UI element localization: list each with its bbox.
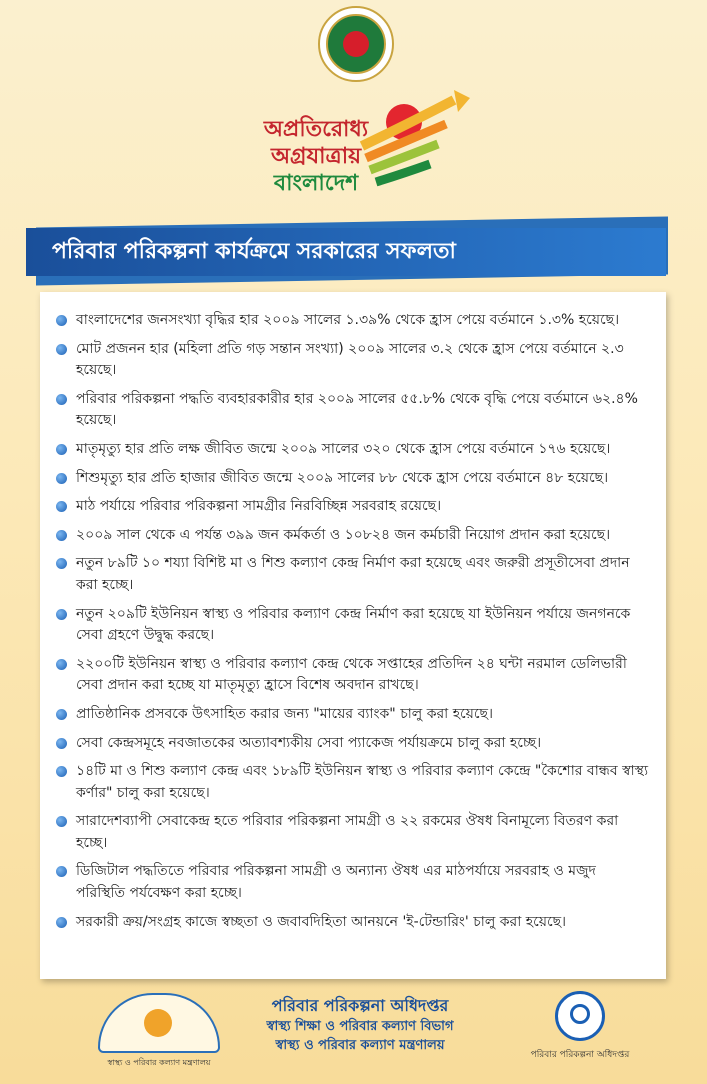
list-item: পরিবার পরিকল্পনা পদ্ধতি ব্যবহারকারীর হার ২০০৯ সালের ৫৫.৮% থেকে বৃদ্ধি পেয়ে বর্তমানে ৬২.৪% হয়েছে। <box>56 389 648 432</box>
bullet-icon <box>56 659 67 670</box>
list-item: মাতৃমৃত্যু হার প্রতি লক্ষ জীবিত জন্মে ২০০৯ সালের ৩২০ থেকে হ্রাস পেয়ে বর্তমানে ১৭৬ হয়েছে। <box>56 439 648 461</box>
achievements-card <box>40 292 666 979</box>
bullet-icon <box>56 501 67 512</box>
bullet-icon <box>56 315 67 326</box>
title-banner <box>26 228 666 276</box>
bullet-icon <box>56 816 67 827</box>
slogan-line-1: অপ্রতিরোধ্য <box>263 117 369 142</box>
list-item: বাংলাদেশের জনসংখ্যা বৃদ্ধির হার ২০০৯ সালের ১.৩৯% থেকে হ্রাস পেয়ে বর্তমানে ১.৩% হয়েছে। <box>56 310 648 332</box>
list-item: ২২০০টি ইউনিয়ন স্বাস্থ্য ও পরিবার কল্যাণ কেন্দ্র থেকে সপ্তাহের প্রতিদিন ২৪ ঘন্টা নরমাল ডেলিভারী সেবা প্রদান করা হচ্ছে যা মাতৃমৃত্যু হ্রাসে বিশেষ অবদান রাখছে। <box>56 654 648 697</box>
bullet-icon <box>56 766 67 777</box>
bullet-icon <box>56 738 67 749</box>
bullet-icon <box>56 344 67 355</box>
slogan-line-2: অগ্রযাত্রায় <box>270 144 362 169</box>
family-planning-directorate-icon <box>555 991 605 1041</box>
left-logo <box>84 993 234 1073</box>
list-item: সারাদেশব্যাপী সেবাকেন্দ্র হতে পরিবার পরিকল্পনা সামগ্রী ও ২২ রকমের ঔষধ বিনামূল্যে বিতরণ করা হচ্ছে। <box>56 811 648 854</box>
bullet-icon <box>56 917 67 928</box>
list-item: নতুন ২০৯টি ইউনিয়ন স্বাস্থ্য ও পরিবার কল্যাণ কেন্দ্র নির্মাণ করা হয়েছে যা ইউনিয়ন পর্যায়ে জনগনকে সেবা গ্রহণে উদ্বুদ্ধ করছে। <box>56 604 648 647</box>
banner-title: পরিবার পরিকল্পনা কার্যক্রমে সরকারের সফলতা <box>52 238 456 264</box>
list-item: নতুন ৮৯টি ১০ শয্যা বিশিষ্ট মা ও শিশু কল্যাণ কেন্দ্র নির্মাণ করা হয়েছে এবং জরুরী প্রসূতীসেবা প্রদান করা হচ্ছে। <box>56 553 648 596</box>
achievements-list <box>56 310 648 933</box>
list-item: মোট প্রজনন হার (মহিলা প্রতি গড় সন্তান সংখ্যা) ২০০৯ সালের ৩.২ থেকে হ্রাস পেয়ে বর্তমানে ২.৩ হয়েছে। <box>56 339 648 382</box>
list-item: সেবা কেন্দ্রসমূহে নবজাতকের অত্যাবশ্যকীয় সেবা প্যাকেজ পর্যায়ক্রমে চালু করা হচ্ছে। <box>56 733 648 755</box>
bullet-icon <box>56 394 67 405</box>
list-item: ১৪টি মা ও শিশু কল্যাণ কেন্দ্র এবং ১৮৯টি ইউনিয়ন স্বাস্থ্য ও পরিবার কল্যাণ কেন্দ্রে "কৈশোর বান্ধব স্বাস্থ্য কর্ণার" চালু করা হয়েছে। <box>56 761 648 804</box>
footer <box>0 985 707 1084</box>
bullet-icon <box>56 530 67 541</box>
rising-arrow-logo-icon <box>354 86 474 196</box>
bullet-icon <box>56 473 67 484</box>
bullet-icon <box>56 709 67 720</box>
issuer-line-1: পরিবার পরিকল্পনা অধিদপ্তর <box>271 996 449 1015</box>
list-item: প্রাতিষ্ঠানিক প্রসবকে উৎসাহিত করার জন্য "মায়ের ব্যাংক" চালু করা হয়েছে। <box>56 704 648 726</box>
slogan-line-3: বাংলাদেশ <box>273 171 359 196</box>
bullet-icon <box>56 609 67 620</box>
list-item: শিশুমৃত্যু হার প্রতি হাজার জীবিত জন্মে ২০০৯ সালের ৮৮ থেকে হ্রাস পেয়ে বর্তমানে ৪৮ হয়েছে। <box>56 468 648 490</box>
list-item: ২০০৯ সাল থেকে এ পর্যন্ত ৩৯৯ জন কর্মকর্তা ও ১০৮২৪ জন কর্মচারী নিয়োগ প্রদান করা হয়েছে। <box>56 525 648 547</box>
right-logo <box>520 991 640 1062</box>
family-planning-logo-icon <box>98 993 220 1053</box>
list-item: মাঠ পর্যায়ে পরিবার পরিকল্পনা সামগ্রীর নিরবিচ্ছিন্ন সরবরাহ রয়েছে। <box>56 496 648 518</box>
government-seal-icon <box>318 6 394 82</box>
right-logo-caption: পরিবার পরিকল্পনা অধিদপ্তর <box>530 1050 630 1060</box>
bullet-icon <box>56 444 67 455</box>
list-item: ডিজিটাল পদ্ধতিতে পরিবার পরিকল্পনা সামগ্রী ও অন্যান্য ঔষধ এর মাঠপর্যায়ে সরবরাহ ও মজুদ পরিস্থিতি পর্যবেক্ষণ করা হচ্ছে। <box>56 861 648 904</box>
issuer-line-3: স্বাস্থ্য ও পরিবার কল্যাণ মন্ত্রণালয় <box>275 1038 445 1053</box>
left-logo-caption: স্বাস্থ্য ও পরিবার কল্যাণ মন্ত্রণালয় <box>107 1058 211 1067</box>
bullet-icon <box>56 558 67 569</box>
list-item: সরকারী ক্রয়/সংগ্রহ কাজে স্বচ্ছতা ও জবাবদিহিতা আনয়নে 'ই-টেন্ডারিং' চালু করা হয়েছে। <box>56 912 648 934</box>
issuer-line-2: স্বাস্থ্য শিক্ষা ও পরিবার কল্যাণ বিভাগ <box>266 1019 454 1034</box>
bullet-icon <box>56 866 67 877</box>
issuer-block <box>250 995 470 1055</box>
